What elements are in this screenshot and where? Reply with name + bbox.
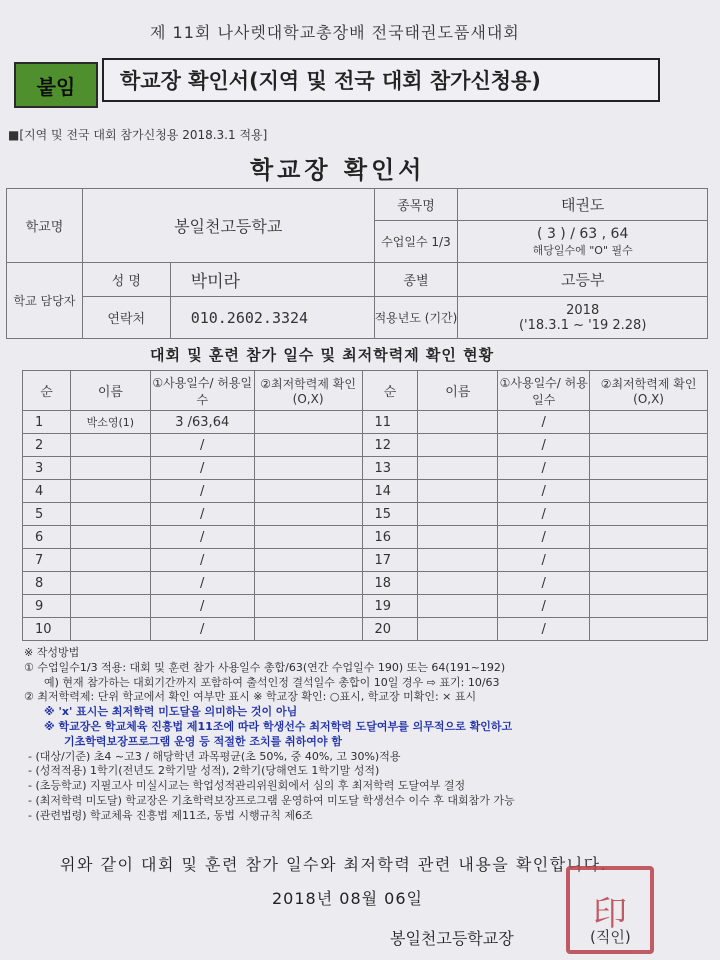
col-name: 이름	[70, 371, 150, 411]
instruction-line: - (최저학력 미도달) 학교장은 기초학력보장프로그램 운영하여 미도달 학생선수 이수 후 대회참가 가능	[28, 793, 515, 807]
instruction-line: ② 최저학력제: 단위 학교에서 확인 여부만 표시 ※ 학교장 확인: ○표시, 학교장 미확인: × 표시	[24, 690, 477, 704]
days-used: /	[150, 434, 254, 457]
instruction-line: - (대상/기준) 초4 ~고3 / 해당학년 과목평균(초 50%, 중 40%, 고 30%)적용	[28, 749, 401, 763]
participant-name	[70, 526, 150, 549]
min-grade-check	[254, 503, 362, 526]
row-number: 2	[23, 434, 71, 457]
division-label: 종별	[374, 263, 458, 297]
participant-name	[70, 549, 150, 572]
row-number: 15	[362, 503, 418, 526]
participant-name	[70, 503, 150, 526]
days-used: /	[498, 618, 590, 641]
days-used: /	[498, 457, 590, 480]
class-days-hint: 해당일수에 "O" 필수	[532, 243, 633, 257]
participant-name	[418, 618, 498, 641]
min-grade-check	[590, 618, 708, 641]
participant-name	[418, 411, 498, 434]
row-number: 11	[362, 411, 418, 434]
instruction-line: ※ 작성방법	[24, 646, 80, 659]
row-number: 5	[23, 503, 71, 526]
attachment-tag: 붙임	[14, 62, 98, 108]
min-grade-check	[590, 595, 708, 618]
participant-name: 박소영(1)	[70, 411, 150, 434]
contact-name: 박미라	[170, 263, 374, 297]
participant-name	[70, 480, 150, 503]
period-value: ('18.3.1 ~ '19 2.28)	[518, 317, 647, 333]
event-value: 태권도	[458, 189, 708, 221]
school-name: 봉일천고등학교	[82, 189, 374, 263]
row-number: 17	[362, 549, 418, 572]
min-grade-check	[254, 595, 362, 618]
principal-signature-line: 봉일천고등학교장	[390, 929, 514, 948]
col-name: 이름	[418, 371, 498, 411]
contact-phone: 010.2602.3324	[170, 297, 374, 339]
class-days-value: ( 3 ) / 63 , 64	[537, 225, 629, 242]
seal-label: (직인)	[590, 928, 631, 946]
table-row	[23, 457, 708, 480]
instruction-line: - (관련법령) 학교체육 진흥법 제11조, 동법 시행규칙 제6조	[28, 808, 313, 822]
participant-name	[418, 526, 498, 549]
days-used: /	[498, 572, 590, 595]
seal-glyph: 印	[593, 893, 627, 934]
table-row	[23, 526, 708, 549]
division-value: 고등부	[458, 263, 708, 297]
days-used: 3 /63,64	[150, 411, 254, 434]
year-cell	[458, 297, 708, 339]
document-title: 학교장 확인서	[250, 156, 426, 184]
participant-name	[70, 572, 150, 595]
instruction-line: ※ 학교장은 학교체육 진흥법 제11조에 따라 학생선수 최저학력 도달여부를 의무적으로 확인하고	[44, 719, 513, 733]
row-number: 19	[362, 595, 418, 618]
class-days-label: 수업일수 1/3	[374, 221, 458, 263]
min-grade-check	[254, 434, 362, 457]
instruction-line: ① 수업일수1/3 적용: 대회 및 훈련 참가 사용일수 총합/63(연간 수업일수 190) 또는 64(191~192)	[24, 660, 506, 674]
row-number: 9	[23, 595, 71, 618]
min-grade-check	[590, 457, 708, 480]
applicability-note: ■[지역 및 전국 대회 참가신청용 2018.3.1 적용]	[8, 128, 268, 142]
table-row	[23, 503, 708, 526]
confirmation-date: 2018년 08월 06일	[272, 889, 423, 908]
name-label: 성 명	[82, 263, 170, 297]
days-used: /	[150, 480, 254, 503]
class-days-cell	[458, 221, 708, 263]
days-used: /	[498, 434, 590, 457]
table-row	[23, 595, 708, 618]
col-days: ①사용일수/ 허용일수	[498, 371, 590, 411]
days-used: /	[498, 526, 590, 549]
table-row	[23, 480, 708, 503]
col-no: 순	[362, 371, 418, 411]
days-used: /	[150, 457, 254, 480]
participant-name	[70, 434, 150, 457]
writing-instructions	[24, 646, 704, 824]
contact-person-label: 학교 담당자	[7, 263, 83, 339]
year-label: 적용년도 (기간)	[374, 297, 458, 339]
participant-name	[418, 595, 498, 618]
instruction-line: 예) 현재 참가하는 대회기간까지 포함하여 출석인정 결석일수 총합이 10일 경우 ⇨ 표기: 10/63	[44, 675, 500, 689]
instruction-line: - (초등학교) 지필고사 미실시교는 학업성적관리위원회에서 심의 후 최저학력 도달여부 결정	[28, 779, 466, 793]
row-number: 12	[362, 434, 418, 457]
col-min: ②최저학력제 확인(O,X)	[590, 371, 708, 411]
min-grade-check	[590, 480, 708, 503]
info-table	[6, 188, 708, 339]
days-used: /	[150, 572, 254, 595]
school-label: 학교명	[7, 189, 83, 263]
col-days: ①사용일수/ 허용일수	[150, 371, 254, 411]
row-number: 7	[23, 549, 71, 572]
row-number: 6	[23, 526, 71, 549]
min-grade-check	[254, 526, 362, 549]
row-number: 14	[362, 480, 418, 503]
days-used: /	[498, 480, 590, 503]
section-title: 대회 및 훈련 참가 일수 및 최저학력제 확인 현황	[150, 346, 495, 364]
table-row	[23, 572, 708, 595]
days-used: /	[150, 549, 254, 572]
row-number: 1	[23, 411, 71, 434]
participant-name	[70, 618, 150, 641]
days-used: /	[498, 411, 590, 434]
days-used: /	[150, 526, 254, 549]
year-value: 2018	[566, 302, 600, 318]
days-used: /	[150, 595, 254, 618]
row-number: 16	[362, 526, 418, 549]
participant-name	[418, 549, 498, 572]
participant-name	[418, 434, 498, 457]
days-used: /	[498, 595, 590, 618]
min-grade-check	[590, 526, 708, 549]
row-number: 20	[362, 618, 418, 641]
min-grade-check	[590, 411, 708, 434]
row-number: 18	[362, 572, 418, 595]
event-label: 종목명	[374, 189, 458, 221]
event-header: 제 11회 나사렛대학교총장배 전국태권도품새대회	[150, 23, 520, 42]
min-grade-check	[254, 618, 362, 641]
participant-name	[70, 457, 150, 480]
instruction-line: - (성적적용) 1학기(전년도 2학기말 성적), 2학기(당해연도 1학기말 성적)	[28, 764, 380, 778]
row-number: 3	[23, 457, 71, 480]
min-grade-check	[590, 503, 708, 526]
row-number: 4	[23, 480, 71, 503]
min-grade-check	[254, 549, 362, 572]
table-row	[23, 434, 708, 457]
form-title: 학교장 확인서(지역 및 전국 대회 참가신청용)	[102, 58, 660, 102]
row-number: 8	[23, 572, 71, 595]
min-grade-check	[254, 480, 362, 503]
min-grade-check	[590, 572, 708, 595]
col-min: ②최저학력제 확인(O,X)	[254, 371, 362, 411]
confirmation-statement: 위와 같이 대회 및 훈련 참가 일수와 최저학력 관련 내용을 확인합니다.	[60, 855, 608, 874]
days-used: /	[150, 618, 254, 641]
row-number: 13	[362, 457, 418, 480]
participant-name	[418, 503, 498, 526]
participants-table	[22, 370, 708, 641]
table-row	[23, 549, 708, 572]
participant-name	[70, 595, 150, 618]
instruction-line: ※ 'x' 표시는 최저학력 미도달을 의미하는 것이 아님	[44, 705, 298, 719]
col-no: 순	[23, 371, 71, 411]
min-grade-check	[590, 549, 708, 572]
days-used: /	[150, 503, 254, 526]
instruction-line: 기초학력보장프로그램 운영 등 적절한 조치를 취하여야 함	[64, 734, 342, 748]
days-used: /	[498, 549, 590, 572]
participant-name	[418, 457, 498, 480]
min-grade-check	[254, 411, 362, 434]
min-grade-check	[254, 457, 362, 480]
row-number: 10	[23, 618, 71, 641]
phone-label: 연락처	[82, 297, 170, 339]
participant-name	[418, 572, 498, 595]
table-row	[23, 618, 708, 641]
days-used: /	[498, 503, 590, 526]
min-grade-check	[254, 572, 362, 595]
table-row	[23, 411, 708, 434]
participant-name	[418, 480, 498, 503]
min-grade-check	[590, 434, 708, 457]
